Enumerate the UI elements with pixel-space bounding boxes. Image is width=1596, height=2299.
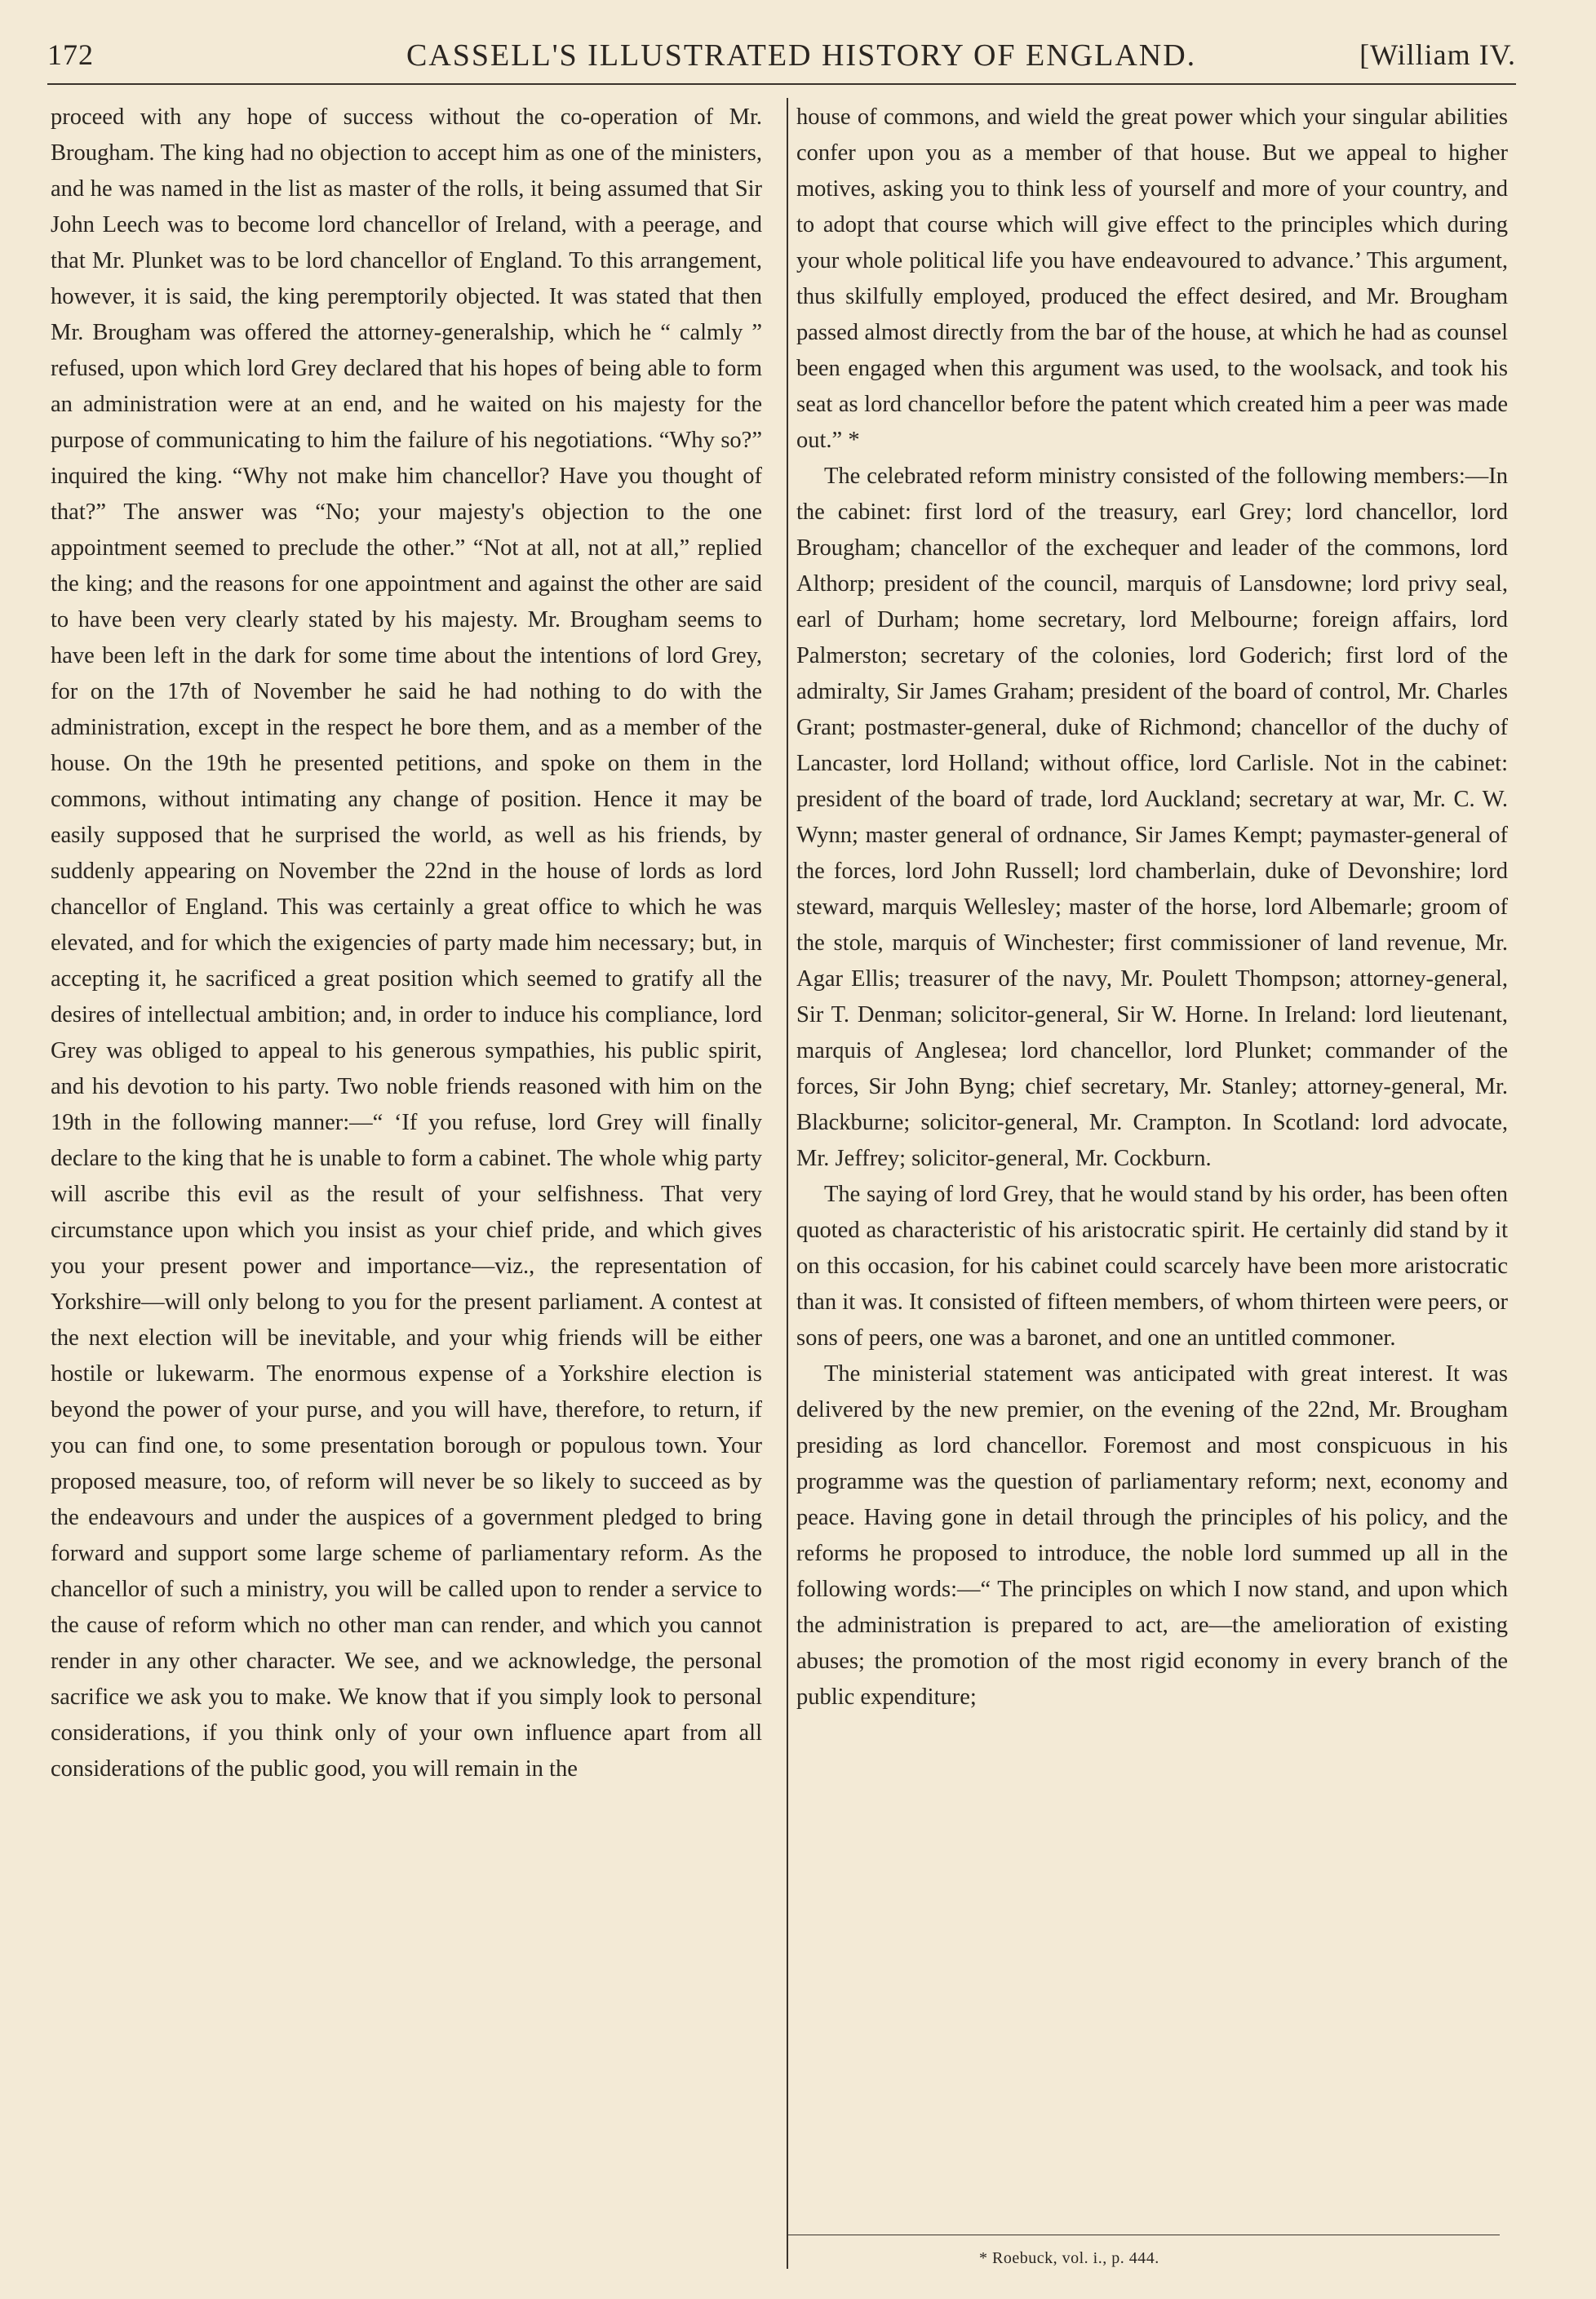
- paragraph: The saying of lord Grey, that he would stand by his order, has been often quoted as characteristic of his aristocratic spirit. He certainly did stand by it on this occasion, for his cabinet could scarcely have been more aristocratic than it was. It consisted of fifteen members, of whom thirteen were peers, or sons of peers, one was a baronet, and one an untitled commoner.: [796, 1182, 1508, 1351]
- column-divider: [787, 98, 788, 2269]
- page-number: 172: [47, 38, 94, 71]
- paragraph: The celebrated reform ministry consisted of the following members:—In the cabinet: first lord of the treasury, earl Grey; lord chancellor, lord Brougham; chancellor of the exchequer and leader of the commons, lord Althorp; president of the council, marquis of Lansdowne; lord privy seal, earl of Durham; home secretary, lord Melbourne; foreign affairs, lord Palmerston; secretary of the colonies, lord Goderich; first lord of the admiralty, Sir James Graham; president of the board of control, Mr. Charles Grant; postmaster-general, duke of Richmond; chancellor of the duchy of Lancaster, lord Holland; without office, lord Carlisle. Not in the cabinet: president of the board of trade, lord Auckland; secretary at war, Mr. C. W. Wynn; master general of ordnance, Sir James Kempt; paymaster-general of the forces, lord John Russell; lord chamberlain, duke of Devonshire; lord steward, marquis Wellesley; master of the horse, lord Albemarle; groom of the stole, marquis of Winchester; first commissioner of land revenue, Mr. Agar Ellis; treasurer of the navy, Mr. Poulett Thompson; attorney-general, Sir T. Denman; solicitor-general, Sir W. Horne. In Ireland: lord lieutenant, marquis of Anglesea; lord chancellor, lord Plunket; commander of the forces, Sir John Byng; chief secretary, Mr. Stanley; attorney-general, Mr. Blackburne; solicitor-general, Mr. Crampton. In Scotland: lord advocate, Mr. Jeffrey; solicitor-general, Mr. Cockburn.: [796, 464, 1508, 1171]
- footnote: * Roebuck, vol. i., p. 444.: [979, 2249, 1159, 2267]
- reign-label: [William IV.: [1359, 38, 1516, 71]
- paragraph: The ministerial statement was anticipated with great interest. It was delivered by the new premier, on the evening of the 22nd, Mr. Brougham presiding as lord chancellor. Foremost and most conspicuous in his programme was the question of parliamentary reform; next, economy and peace. Having gone in detail through the principles of his policy, and the reforms he proposed to introduce, the noble lord summed up all in the following words:—“ The principles on which I now stand, and upon which the administration is prepared to act, are—the amelioration of existing abuses; the promotion of the most rigid economy in every branch of the public expenditure;: [796, 1361, 1508, 1710]
- paragraph: house of commons, and wield the great power which your singular abilities confer upon you as a member of that house. But we appeal to higher motives, asking you to think less of yourself and more of your country, and to adopt that course which will give effect to the principles which during your whole political life you have endeavoured to advance.’ This argument, thus skilfully employed, produced the effect desired, and Mr. Brougham passed almost directly from the bar of the house, at which he had as counsel been engaged when this argument was used, to the woolsack, and took his seat as lord chancellor before the patent which created him a peer was made out.” *: [796, 104, 1508, 453]
- left-column: [51, 100, 762, 1787]
- paragraph: proceed with any hope of success without the co-operation of Mr. Brougham. The king had no objection to accept him as one of the ministers, and he was named in the list as master of the rolls, it being assumed that Sir John Leech was to become lord chancellor of Ireland, with a peerage, and that Mr. Plunket was to be lord chancellor of England. To this arrangement, however, it is said, the king peremptorily objected. It was stated that then Mr. Brougham was offered the attorney-generalship, which he “ calmly ” refused, upon which lord Grey declared that his hopes of being able to form an administration were at an end, and he waited on his majesty for the purpose of communicating to him the failure of his negotiations. “Why so?” inquired the king. “Why not make him chancellor? Have you thought of that?” The answer was “No; your majesty's objection to the one appointment seemed to preclude the other.” “Not at all, not at all,” replied the king; and the reasons for one appointment and against the other are said to have been very clearly stated by his majesty. Mr. Brougham seems to have been left in the dark for some time about the intentions of lord Grey, for on the 17th of November he said he had nothing to do with the administration, except in the respect he bore them, and as a member of the house. On the 19th he presented petitions, and spoke on them in the commons, without intimating any change of position. Hence it may be easily supposed that he surprised the world, as well as his friends, by suddenly appearing on November the 22nd in the house of lords as lord chancellor of England. This was certainly a great office to which he was elevated, and for which the exigencies of party made him necessary; but, in accepting it, he sacrificed a great position which seemed to gratify all the desires of intellectual ambition; and, in order to induce his compliance, lord Grey was obliged to appeal to his generous sympathies, his public spirit, and his devotion to his party. Two noble friends reasoned with him on the 19th in the following manner:—“ ‘If you refuse, lord Grey will finally declare to the king that he is unable to form a cabinet. The whole whig party will ascribe this evil as the result of your selfishness. That very circumstance upon which you insist as your chief pride, and which gives you your present power and importance—viz., the representation of Yorkshire—will only belong to you for the present parliament. A contest at the next election will be inevitable, and your whig friends will be either hostile or lukewarm. The enormous expense of a Yorkshire election is beyond the power of your purse, and you will have, therefore, to return, if you can find one, to some presentation borough or populous town. Your proposed measure, too, of reform will never be so likely to succeed as by the endeavours and under the auspices of a government pledged to bring forward and support some large scheme of parliamentary reform. As the chancellor of such a ministry, you will be called upon to render a service to the cause of reform which no other man can render, and which you cannot render in any other character. We see, and we acknowledge, the personal sacrifice we ask you to make. We know that if you simply look to personal considerations, if you think only of your own influence apart from all considerations of the public good, you will remain in the: [51, 104, 762, 1782]
- running-title: CASSELL'S ILLUSTRATED HISTORY OF ENGLAND.: [406, 38, 1197, 73]
- header-rule: [47, 83, 1516, 85]
- running-header: [47, 33, 1516, 83]
- right-column: [796, 100, 1508, 1715]
